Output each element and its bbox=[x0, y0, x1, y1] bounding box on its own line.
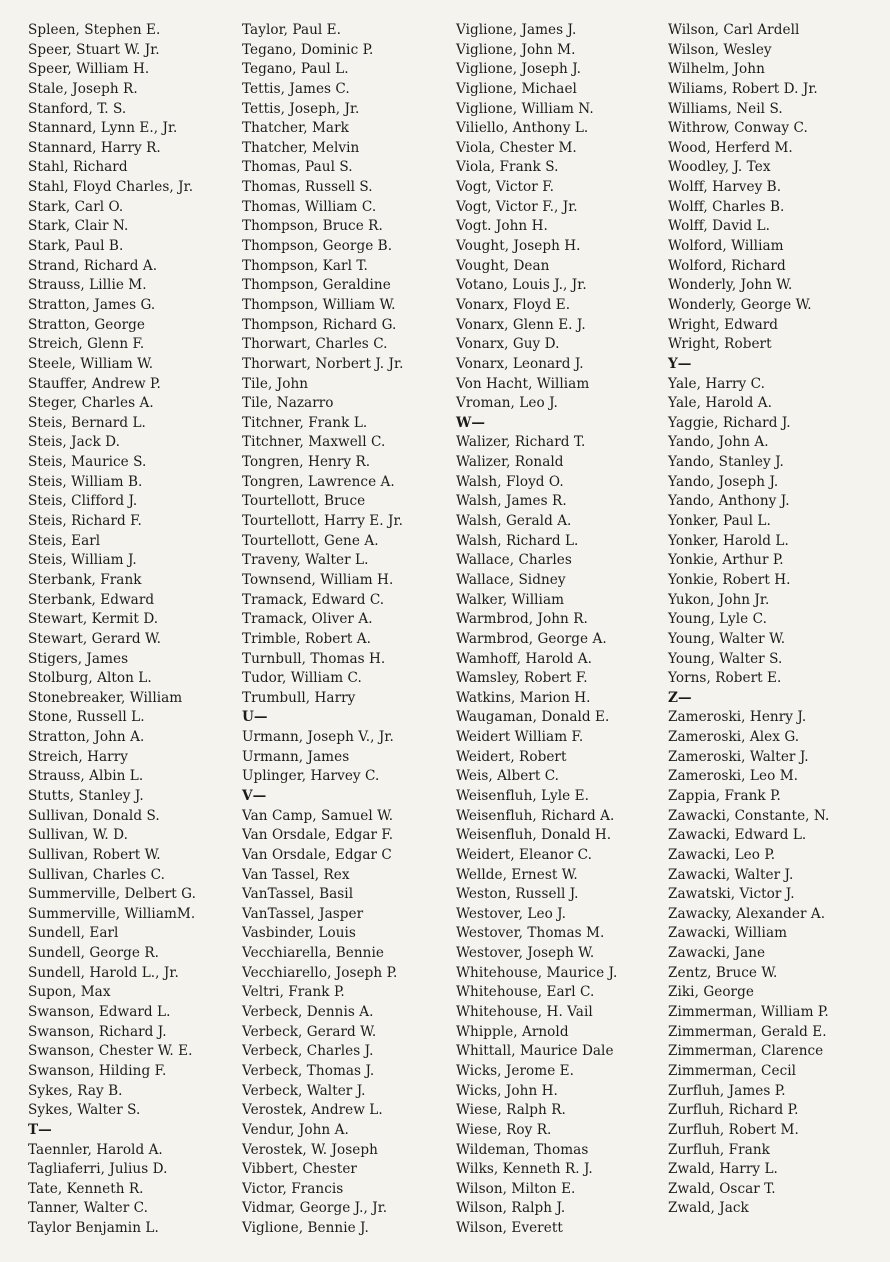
name-entry: Tile, Nazarro bbox=[242, 395, 334, 412]
name-entry: Wallace, Sidney bbox=[456, 571, 566, 588]
name-entry: Wiliams, Robert D. Jr. bbox=[668, 80, 818, 97]
name-entry: Zwald, Jack bbox=[668, 1200, 749, 1217]
name-entry: Urmann, James bbox=[242, 748, 350, 765]
letter-section-header: T— bbox=[28, 1121, 52, 1138]
name-entry: Thorwart, Charles C. bbox=[242, 336, 388, 353]
name-entry: Walizer, Richard T. bbox=[456, 434, 586, 451]
name-entry: Sundell, Earl bbox=[28, 925, 119, 942]
name-entry: Wicks, Jerome E. bbox=[456, 1062, 575, 1079]
name-entry: Yale, Harold A. bbox=[668, 395, 772, 412]
name-entry: Zurfluh, Richard P. bbox=[668, 1102, 799, 1119]
name-entry: Tramack, Oliver A. bbox=[242, 611, 373, 628]
name-entry: Wright, Edward bbox=[668, 316, 779, 333]
name-entry: Ziki, George bbox=[668, 984, 754, 1001]
name-entry: VanTassel, Jasper bbox=[242, 905, 364, 922]
letter-section-header: U— bbox=[242, 709, 268, 726]
name-entry: Vibbert, Chester bbox=[242, 1161, 357, 1178]
name-entry: Zwald, Oscar T. bbox=[668, 1180, 776, 1197]
name-entry: Thompson, Richard G. bbox=[242, 316, 397, 333]
name-entry: Swanson, Richard J. bbox=[28, 1023, 167, 1040]
name-entry: Yando, Stanley J. bbox=[668, 454, 784, 471]
name-entry: Walsh, Richard L. bbox=[456, 532, 579, 549]
name-entry: Whitehouse, H. Vail bbox=[456, 1004, 593, 1021]
name-entry: Wolford, William bbox=[668, 238, 784, 255]
name-entry: Zimmerman, Gerald E. bbox=[668, 1023, 827, 1040]
name-entry: Zimmerman, Clarence bbox=[668, 1043, 824, 1060]
name-entry: Stigers, James bbox=[28, 650, 129, 667]
name-entry: Whitehouse, Maurice J. bbox=[456, 964, 618, 981]
name-entry: Viola, Chester M. bbox=[456, 139, 577, 156]
name-entry: Taennler, Harold A. bbox=[28, 1141, 163, 1158]
name-entry: Yonker, Paul L. bbox=[668, 513, 771, 530]
name-entry: Wonderly, John W. bbox=[668, 277, 793, 294]
name-entry: Thatcher, Melvin bbox=[242, 139, 360, 156]
name-entry: Wilhelm, John bbox=[668, 61, 765, 78]
name-entry: Zawacki, Leo P. bbox=[668, 846, 776, 863]
name-entry: Warmbrod, John R. bbox=[456, 611, 588, 628]
name-entry: Vonarx, Leonard J. bbox=[456, 355, 584, 372]
name-entry: Walsh, Floyd O. bbox=[456, 473, 564, 490]
name-entry: Wiese, Roy R. bbox=[456, 1121, 552, 1138]
name-entry: Wilson, Everett bbox=[456, 1220, 563, 1237]
name-entry: Wicks, John H. bbox=[456, 1082, 558, 1099]
name-entry: Tourtellott, Harry E. Jr. bbox=[242, 513, 403, 530]
name-entry: Yukon, John Jr. bbox=[668, 591, 770, 608]
name-entry: Steele, William W. bbox=[28, 355, 154, 372]
name-entry: Zawacky, Alexander A. bbox=[668, 905, 826, 922]
name-entry: Votano, Louis J., Jr. bbox=[456, 277, 587, 294]
name-entry: Streich, Harry bbox=[28, 748, 129, 765]
name-entry: Verbeck, Gerard W. bbox=[242, 1023, 377, 1040]
name-entry: Zameroski, Walter J. bbox=[668, 748, 809, 765]
name-entry: Yaggie, Richard J. bbox=[668, 414, 791, 431]
name-entry: Stonebreaker, William bbox=[28, 689, 183, 706]
name-entry: Young, Walter W. bbox=[668, 630, 786, 647]
name-entry: Young, Lyle C. bbox=[668, 611, 767, 628]
name-entry: Victor, Francis bbox=[242, 1180, 344, 1197]
name-entry: Zameroski, Alex G. bbox=[668, 729, 800, 746]
name-entry: Weidert, Robert bbox=[456, 748, 567, 765]
name-entry: Vendur, John A. bbox=[242, 1121, 349, 1138]
name-entry: Tagliaferri, Julius D. bbox=[28, 1161, 168, 1178]
name-entry: Walsh, Gerald A. bbox=[456, 513, 572, 530]
name-entry: Van Orsdale, Edgar C bbox=[242, 846, 392, 863]
name-entry: Thompson, Karl T. bbox=[242, 257, 368, 274]
name-entry: Zameroski, Henry J. bbox=[668, 709, 807, 726]
name-entry: Verbeck, Thomas J. bbox=[242, 1062, 375, 1079]
name-entry: Van Tassel, Rex bbox=[242, 866, 350, 883]
name-entry: Williams, Neil S. bbox=[668, 100, 783, 117]
name-entry: Stutts, Stanley J. bbox=[28, 787, 144, 804]
name-entry: Tegano, Dominic P. bbox=[242, 41, 374, 58]
name-entry: Zawacki, Jane bbox=[668, 945, 766, 962]
name-entry: Summerville, Delbert G. bbox=[28, 886, 196, 903]
name-entry: Walsh, James R. bbox=[456, 493, 567, 510]
name-entry: Sterbank, Edward bbox=[28, 591, 155, 608]
name-entry: Thatcher, Mark bbox=[242, 120, 349, 137]
name-entry: Steger, Charles A. bbox=[28, 395, 154, 412]
name-entry: Tanner, Walter C. bbox=[28, 1200, 148, 1217]
name-entry: Vogt. John H. bbox=[456, 218, 548, 235]
name-entry: Verostek, W. Joseph bbox=[242, 1141, 378, 1158]
name-entry: Verbeck, Walter J. bbox=[242, 1082, 366, 1099]
name-entry: Taylor Benjamin L. bbox=[28, 1220, 159, 1237]
name-entry: Thomas, William C. bbox=[242, 198, 377, 215]
name-entry: Thorwart, Norbert J. Jr. bbox=[242, 355, 404, 372]
name-entry: Yonkie, Robert H. bbox=[668, 571, 791, 588]
name-entry: Wallace, Charles bbox=[456, 552, 572, 569]
name-entry: Weidert William F. bbox=[456, 729, 584, 746]
name-entry: Trumbull, Harry bbox=[242, 689, 356, 706]
name-entry: Vidmar, George J., Jr. bbox=[242, 1200, 388, 1217]
name-entry: Zurfluh, Robert M. bbox=[668, 1121, 799, 1138]
name-entry: Steis, Richard F. bbox=[28, 513, 142, 530]
name-entry: Sykes, Walter S. bbox=[28, 1102, 141, 1119]
name-entry: Zawacki, Constante, N. bbox=[668, 807, 830, 824]
name-entry: Vogt, Victor F. bbox=[456, 179, 554, 196]
name-entry: Steis, Jack D. bbox=[28, 434, 120, 451]
name-entry: Vonarx, Guy D. bbox=[456, 336, 560, 353]
name-entry: Sullivan, Charles C. bbox=[28, 866, 165, 883]
name-entry: Zawacki, William bbox=[668, 925, 788, 942]
name-entry: Thompson, Geraldine bbox=[242, 277, 391, 294]
name-entry: Trimble, Robert A. bbox=[242, 630, 372, 647]
name-entry: Steis, Clifford J. bbox=[28, 493, 138, 510]
name-entry: Weisenfluh, Lyle E. bbox=[456, 787, 589, 804]
name-entry: Van Camp, Samuel W. bbox=[242, 807, 394, 824]
name-entry: Tongren, Henry R. bbox=[242, 454, 371, 471]
name-entry: Wolff, David L. bbox=[668, 218, 770, 235]
name-entry: Vecchiarello, Joseph P. bbox=[242, 964, 398, 981]
name-entry: Zappia, Frank P. bbox=[668, 787, 781, 804]
name-entry: Thompson, George B. bbox=[242, 238, 393, 255]
name-entry: Vasbinder, Louis bbox=[242, 925, 356, 942]
name-entry: Sundell, George R. bbox=[28, 945, 160, 962]
name-entry: Steis, Maurice S. bbox=[28, 454, 147, 471]
name-column-3 bbox=[456, 21, 617, 1239]
name-entry: Whittall, Maurice Dale bbox=[456, 1043, 614, 1060]
name-entry: Traveny, Walter L. bbox=[242, 552, 369, 569]
name-entry: Woodley, J. Tex bbox=[668, 159, 771, 176]
name-entry: Townsend, William H. bbox=[242, 571, 394, 588]
name-entry: Vecchiarella, Bennie bbox=[242, 945, 384, 962]
name-entry: Stauffer, Andrew P. bbox=[28, 375, 161, 392]
name-entry: Stannard, Harry R. bbox=[28, 139, 161, 156]
name-entry: Viglione, James J. bbox=[456, 22, 577, 38]
name-entry: Spleen, Stephen E. bbox=[28, 22, 161, 38]
name-entry: Speer, William H. bbox=[28, 61, 150, 78]
name-entry: Stark, Paul B. bbox=[28, 238, 124, 255]
name-entry: Tourtellott, Gene A. bbox=[242, 532, 379, 549]
name-entry: Westover, Thomas M. bbox=[456, 925, 605, 942]
name-entry: Yale, Harry C. bbox=[668, 375, 765, 392]
name-entry: Stone, Russell L. bbox=[28, 709, 145, 726]
name-entry: Verostek, Andrew L. bbox=[242, 1102, 383, 1119]
name-entry: Stark, Clair N. bbox=[28, 218, 129, 235]
name-entry: Vought, Dean bbox=[456, 257, 550, 274]
name-entry: Viola, Frank S. bbox=[456, 159, 559, 176]
name-entry: VanTassel, Basil bbox=[242, 886, 354, 903]
name-entry: Stratton, John A. bbox=[28, 729, 145, 746]
name-entry: Weis, Albert C. bbox=[456, 768, 560, 785]
name-entry: Tate, Kenneth R. bbox=[28, 1180, 144, 1197]
letter-section-header: Z— bbox=[668, 689, 692, 706]
name-entry: Stannard, Lynn E., Jr. bbox=[28, 120, 178, 137]
name-entry: Stahl, Floyd Charles, Jr. bbox=[28, 179, 194, 196]
name-entry: Steis, William B. bbox=[28, 473, 143, 490]
name-entry: Verbeck, Charles J. bbox=[242, 1043, 374, 1060]
name-entry: Vogt, Victor F., Jr. bbox=[456, 198, 578, 215]
name-entry: Stark, Carl O. bbox=[28, 198, 124, 215]
name-entry: Tudor, William C. bbox=[242, 670, 362, 687]
name-entry: Sterbank, Frank bbox=[28, 571, 142, 588]
name-entry: Tegano, Paul L. bbox=[242, 61, 349, 78]
name-entry: Zwald, Harry L. bbox=[668, 1161, 778, 1178]
name-entry: Yando, Joseph J. bbox=[668, 473, 779, 490]
name-entry: Steis, Earl bbox=[28, 532, 101, 549]
name-entry: Vonarx, Floyd E. bbox=[456, 296, 571, 313]
name-entry: Tettis, James C. bbox=[242, 80, 350, 97]
name-entry: Walizer, Ronald bbox=[456, 454, 564, 471]
name-entry: Van Orsdale, Edgar F. bbox=[242, 827, 394, 844]
name-entry: Titchner, Frank L. bbox=[242, 414, 368, 431]
name-entry: Streich, Glenn F. bbox=[28, 336, 145, 353]
name-entry: Whipple, Arnold bbox=[456, 1023, 569, 1040]
name-entry: Young, Walter S. bbox=[668, 650, 783, 667]
name-entry: Wolford, Richard bbox=[668, 257, 786, 274]
name-entry: Wildeman, Thomas bbox=[456, 1141, 589, 1158]
name-entry: Zawacki, Walter J. bbox=[668, 866, 794, 883]
name-entry: Yonker, Harold L. bbox=[668, 532, 789, 549]
letter-section-header: Y— bbox=[668, 355, 692, 372]
name-entry: Tourtellott, Bruce bbox=[242, 493, 366, 510]
name-entry: Zawatski, Victor J. bbox=[668, 886, 795, 903]
name-entry: Zameroski, Leo M. bbox=[668, 768, 799, 785]
name-entry: Sullivan, W. D. bbox=[28, 827, 129, 844]
name-entry: Whitehouse, Earl C. bbox=[456, 984, 595, 1001]
name-entry: Steis, William J. bbox=[28, 552, 137, 569]
name-entry: Tongren, Lawrence A. bbox=[242, 473, 395, 490]
name-entry: Swanson, Edward L. bbox=[28, 1004, 171, 1021]
name-entry: Westover, Joseph W. bbox=[456, 945, 595, 962]
name-entry: Speer, Stuart W. Jr. bbox=[28, 41, 160, 58]
name-entry: Yando, John A. bbox=[668, 434, 769, 451]
name-entry: Yonkie, Arthur P. bbox=[668, 552, 784, 569]
name-entry: Sykes, Ray B. bbox=[28, 1082, 123, 1099]
name-entry: Wilson, Milton E. bbox=[456, 1180, 576, 1197]
name-entry: Wilks, Kenneth R. J. bbox=[456, 1161, 593, 1178]
name-entry: Zimmerman, Cecil bbox=[668, 1062, 797, 1079]
name-entry: Zawacki, Edward L. bbox=[668, 827, 807, 844]
name-entry: Weisenfluh, Donald H. bbox=[456, 827, 612, 844]
name-entry: Stewart, Kermit D. bbox=[28, 611, 159, 628]
name-entry: Viglione, John M. bbox=[456, 41, 576, 58]
name-entry: Strauss, Albin L. bbox=[28, 768, 144, 785]
name-entry: Taylor, Paul E. bbox=[242, 22, 342, 38]
name-entry: Warmbrod, George A. bbox=[456, 630, 607, 647]
name-entry: Zentz, Bruce W. bbox=[668, 964, 778, 981]
name-entry: Yando, Anthony J. bbox=[668, 493, 790, 510]
name-entry: Viglione, Joseph J. bbox=[456, 61, 582, 78]
name-entry: Swanson, Hilding F. bbox=[28, 1062, 167, 1079]
name-entry: Verbeck, Dennis A. bbox=[242, 1004, 374, 1021]
name-entry: Tramack, Edward C. bbox=[242, 591, 385, 608]
name-entry: Waugaman, Donald E. bbox=[456, 709, 610, 726]
name-entry: Wilson, Wesley bbox=[668, 41, 772, 58]
name-entry: Viglione, Michael bbox=[456, 80, 577, 97]
name-entry: Wilson, Ralph J. bbox=[456, 1200, 566, 1217]
name-entry: Zurfluh, Frank bbox=[668, 1141, 770, 1158]
name-entry: Strauss, Lillie M. bbox=[28, 277, 147, 294]
name-entry: Vroman, Leo J. bbox=[456, 395, 558, 412]
name-entry: Zurfluh, James P. bbox=[668, 1082, 786, 1099]
name-entry: Stolburg, Alton L. bbox=[28, 670, 152, 687]
name-entry: Thomas, Paul S. bbox=[242, 159, 353, 176]
name-entry: Stratton, James G. bbox=[28, 296, 156, 313]
name-entry: Tile, John bbox=[242, 375, 309, 392]
name-entry: Zimmerman, William P. bbox=[668, 1004, 829, 1021]
name-entry: Wood, Herferd M. bbox=[668, 139, 793, 156]
name-entry: Viglione, Bennie J. bbox=[242, 1220, 369, 1237]
name-entry: Sullivan, Donald S. bbox=[28, 807, 160, 824]
name-entry: Viliello, Anthony L. bbox=[456, 120, 589, 137]
name-entry: Weisenfluh, Richard A. bbox=[456, 807, 615, 824]
name-entry: Wamhoff, Harold A. bbox=[456, 650, 592, 667]
name-entry: Wellde, Ernest W. bbox=[456, 866, 578, 883]
name-entry: Titchner, Maxwell C. bbox=[242, 434, 386, 451]
name-column-4 bbox=[668, 21, 829, 1219]
name-entry: Wiese, Ralph R. bbox=[456, 1102, 566, 1119]
name-entry: Supon, Max bbox=[28, 984, 111, 1001]
letter-section-header: V— bbox=[242, 787, 267, 804]
name-entry: Summerville, WilliamM. bbox=[28, 905, 196, 922]
name-entry: Wilson, Carl Ardell bbox=[668, 22, 800, 38]
name-entry: Sullivan, Robert W. bbox=[28, 846, 161, 863]
name-entry: Yorns, Robert E. bbox=[668, 670, 782, 687]
name-entry: Veltri, Frank P. bbox=[242, 984, 345, 1001]
name-entry: Stanford, T. S. bbox=[28, 100, 127, 117]
name-entry: Vonarx, Glenn E. J. bbox=[456, 316, 586, 333]
name-entry: Strand, Richard A. bbox=[28, 257, 158, 274]
name-entry: Wright, Robert bbox=[668, 336, 772, 353]
name-entry: Wamsley, Robert F. bbox=[456, 670, 588, 687]
name-entry: Uplinger, Harvey C. bbox=[242, 768, 380, 785]
name-entry: Wolff, Harvey B. bbox=[668, 179, 782, 196]
letter-section-header: W— bbox=[456, 414, 485, 431]
name-entry: Steis, Bernard L. bbox=[28, 414, 146, 431]
name-entry: Vought, Joseph H. bbox=[456, 238, 581, 255]
name-column-1 bbox=[28, 21, 196, 1239]
name-entry: Von Hacht, William bbox=[456, 375, 590, 392]
name-entry: Watkins, Marion H. bbox=[456, 689, 591, 706]
name-entry: Westover, Leo J. bbox=[456, 905, 566, 922]
name-entry: Stratton, George bbox=[28, 316, 146, 333]
name-entry: Withrow, Conway C. bbox=[668, 120, 808, 137]
name-entry: Weidert, Eleanor C. bbox=[456, 846, 592, 863]
name-entry: Swanson, Chester W. E. bbox=[28, 1043, 193, 1060]
name-entry: Sundell, Harold L., Jr. bbox=[28, 964, 179, 981]
name-entry: Thompson, William W. bbox=[242, 296, 396, 313]
name-entry: Tettis, Joseph, Jr. bbox=[242, 100, 360, 117]
name-entry: Stewart, Gerard W. bbox=[28, 630, 162, 647]
name-entry: Thompson, Bruce R. bbox=[242, 218, 383, 235]
name-entry: Walker, William bbox=[456, 591, 565, 608]
name-entry: Viglione, William N. bbox=[456, 100, 594, 117]
name-entry: Thomas, Russell S. bbox=[242, 179, 373, 196]
name-entry: Weston, Russell J. bbox=[456, 886, 579, 903]
name-entry: Wonderly, George W. bbox=[668, 296, 812, 313]
name-entry: Turnbull, Thomas H. bbox=[242, 650, 386, 667]
name-entry: Stahl, Richard bbox=[28, 159, 128, 176]
name-entry: Stale, Joseph R. bbox=[28, 80, 138, 97]
name-entry: Urmann, Joseph V., Jr. bbox=[242, 729, 394, 746]
name-entry: Wolff, Charles B. bbox=[668, 198, 785, 215]
name-column-2 bbox=[242, 21, 403, 1239]
